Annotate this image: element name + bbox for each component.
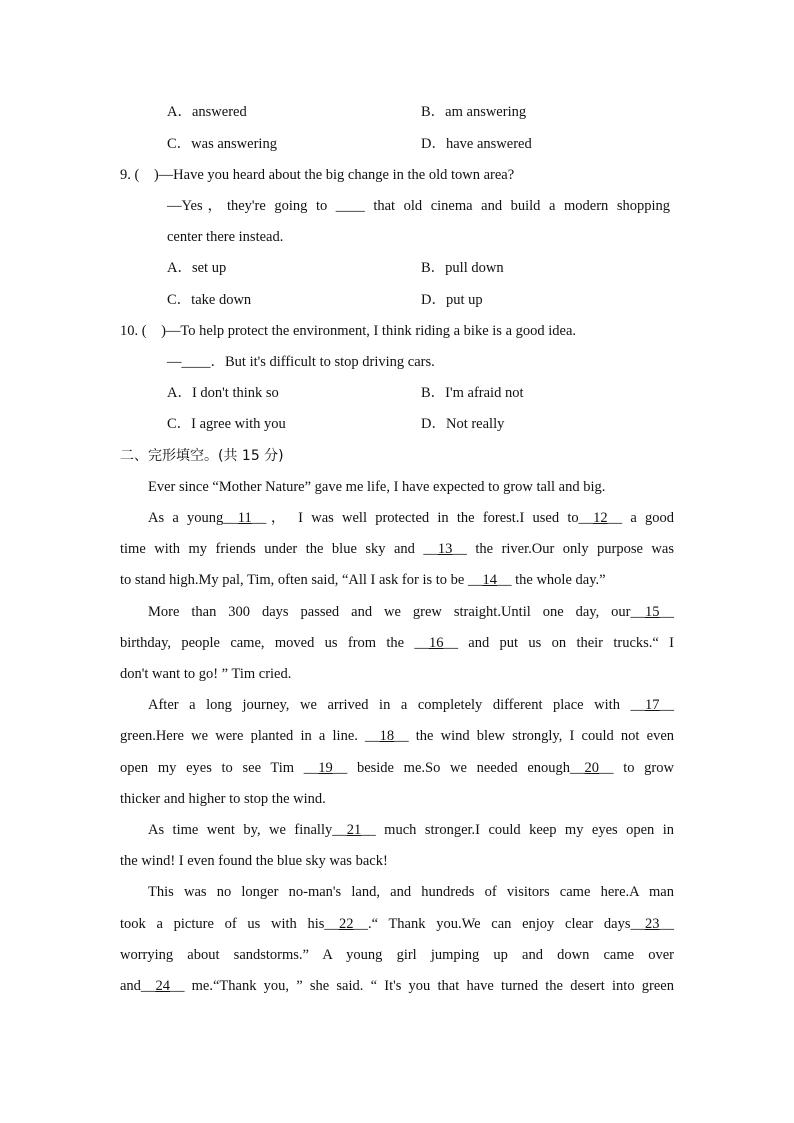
- blank-11: 11: [237, 510, 252, 526]
- passage-line: the wind! I even found the blue sky was back!: [120, 853, 388, 869]
- q9-option-b: B．pull down: [421, 260, 504, 276]
- q9-stem: 9. ( )—Have you heard about the big change in the old town area?: [120, 167, 515, 183]
- blank-12: 12: [593, 510, 608, 526]
- passage-line: don't want to go! ” Tim cried.: [120, 666, 292, 682]
- q9-option-c: C．take down: [167, 292, 252, 308]
- blank-24: 24: [155, 978, 170, 994]
- passage-line: After a long journey, we arrived in a completely different place with __17__: [148, 697, 674, 713]
- passage-line: This was no longer no-man's land, and hundreds of visitors came here.A man: [148, 884, 674, 900]
- blank-14: 14: [482, 572, 497, 588]
- q9-reply: —Yes，they're going to ____ that old cinema and build a modern shopping: [167, 198, 670, 214]
- passage-line: to stand high.My pal, Tim, often said, “All I ask for is to be __14__ the whole day.”: [120, 572, 606, 588]
- q9-option-d: D．put up: [421, 292, 483, 308]
- q8-option-b: B．am answering: [421, 104, 527, 120]
- q8-option-a: A．answered: [167, 104, 247, 120]
- blank-21: 21: [346, 822, 362, 838]
- q10-reply: —____．But it's difficult to stop driving cars.: [167, 354, 435, 370]
- passage-line: thicker and higher to stop the wind.: [120, 791, 326, 807]
- q8-option-d: D．have answered: [421, 136, 532, 152]
- blank-17: 17: [645, 697, 660, 713]
- passage-line: green.Here we were planted in a line. __18__ the wind blew strongly, I could not even: [120, 728, 675, 744]
- q10-option-c: C．I agree with you: [167, 416, 286, 432]
- blank-22: 22: [338, 916, 354, 932]
- blank-19: 19: [318, 760, 333, 776]
- blank-16: 16: [428, 635, 444, 651]
- blank-20: 20: [584, 760, 600, 776]
- blank-15: 15: [645, 604, 660, 620]
- passage-line: worrying about sandstorms.” A young girl jumping up and down came over: [120, 947, 674, 963]
- blank-13: 13: [437, 541, 453, 557]
- q10-option-b: B．I'm afraid not: [421, 385, 524, 401]
- blank-18: 18: [379, 728, 395, 744]
- q10-option-d: D．Not really: [421, 416, 505, 432]
- blank-23: 23: [644, 916, 660, 932]
- passage-line: Ever since “Mother Nature” gave me life, I have expected to grow tall and big.: [148, 479, 606, 495]
- passage-line: and__24__ me.“Thank you, ” she said. “ It's you that have turned the desert into green: [120, 978, 674, 994]
- passage-line: birthday, people came, moved us from the __16__ and put us on their trucks.“ I: [120, 635, 674, 651]
- passage-line: More than 300 days passed and we grew straight.Until one day, our__15__: [148, 604, 674, 620]
- q9-option-a: A．set up: [167, 260, 227, 276]
- passage-line: time with my friends under the blue sky and __13__ the river.Our only purpose was: [120, 541, 674, 557]
- passage-line: took a picture of us with his__22__.“ Thank you.We can enjoy clear days__23__: [120, 916, 674, 932]
- q10-option-a: A．I don't think so: [167, 385, 279, 401]
- passage-line: As time went by, we finally__21__ much stronger.I could keep my eyes open in: [148, 822, 674, 838]
- q8-option-c: C．was answering: [167, 136, 277, 152]
- section-heading: 二、完形填空。(共 15 分): [120, 448, 284, 464]
- q10-stem: 10. ( )—To help protect the environment, I think riding a bike is a good idea.: [120, 323, 577, 339]
- q9-reply-cont: center there instead.: [167, 229, 284, 245]
- passage-line: open my eyes to see Tim __19__ beside me.So we needed enough__20__ to grow: [120, 760, 674, 776]
- passage-line: As a young__11__， I was well protected in the forest.I used to__12__ a good: [148, 510, 675, 526]
